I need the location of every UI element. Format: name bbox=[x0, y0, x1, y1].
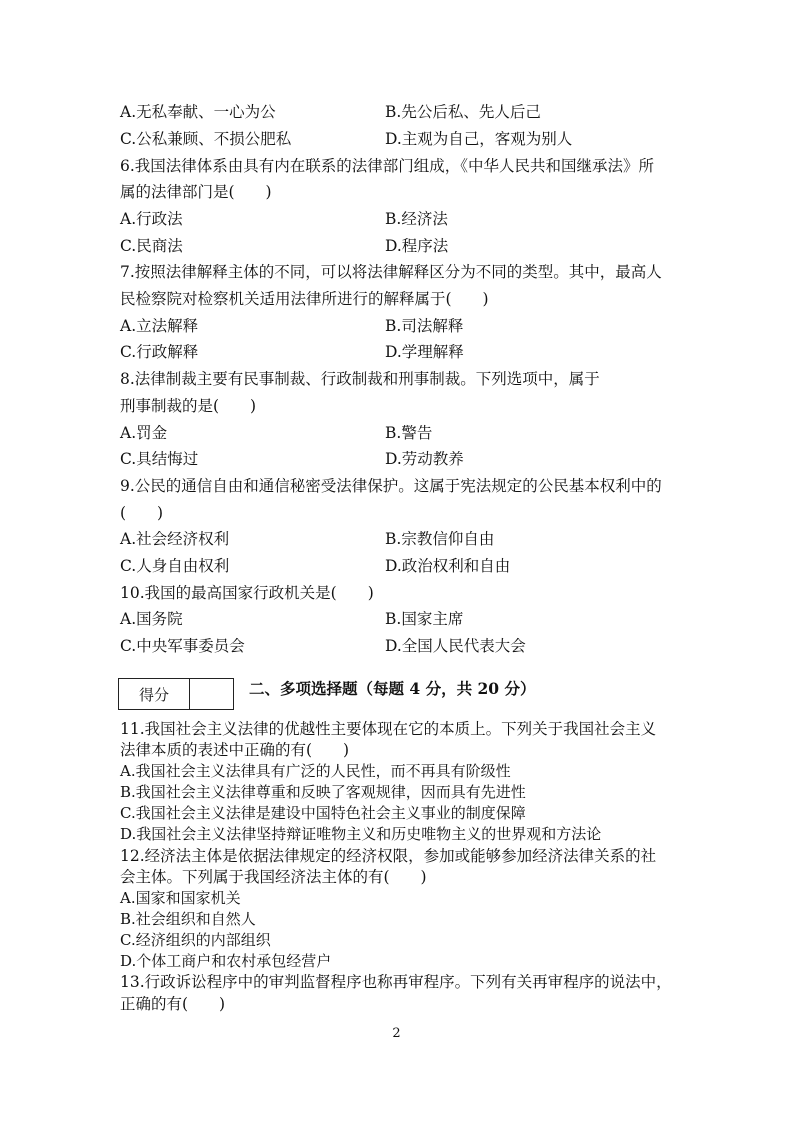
q5-options-row1 bbox=[120, 102, 680, 122]
q6-options-row1 bbox=[120, 209, 680, 229]
q6-stem-line1: 6.我国法律体系由具有内在联系的法律部门组成，《中华人民共和国继承法》所 bbox=[120, 157, 655, 175]
q10-option-b: B.国家主席 bbox=[385, 610, 464, 628]
q11-stem-line2: 法律本质的表述中正确的有( ) bbox=[120, 741, 350, 759]
q11-option-c: C.我国社会主义法律是建设中国特色社会主义事业的制度保障 bbox=[120, 804, 526, 822]
q9-option-c: C.人身自由权利 bbox=[120, 557, 230, 575]
q6-stem-line2: 属的法律部门是( ) bbox=[120, 183, 272, 201]
q10-options-row1 bbox=[120, 609, 680, 629]
q6-option-c: C.民商法 bbox=[120, 237, 183, 255]
q9-stem-line1: 9.公民的通信自由和通信秘密受法律保护。这属于宪法规定的公民基本权利中的 bbox=[120, 477, 662, 495]
score-blank bbox=[190, 679, 233, 709]
q7-option-c: C.行政解释 bbox=[120, 343, 199, 361]
q8-stem-line1: 8.法律制裁主要有民事制裁、行政制裁和刑事制裁。下列选项中，属于 bbox=[120, 370, 600, 388]
q5-options-row2 bbox=[120, 129, 680, 149]
q6-option-a: A.行政法 bbox=[120, 210, 183, 228]
q7-option-a: A.立法解释 bbox=[120, 317, 199, 335]
q11-option-b: B.我国社会主义法律尊重和反映了客观规律，因而具有先进性 bbox=[120, 783, 526, 801]
q13-stem-line2: 正确的有( ) bbox=[120, 995, 226, 1013]
q12-option-a: A.国家和国家机关 bbox=[120, 889, 241, 907]
q9-stem-line2: ( ) bbox=[120, 504, 164, 522]
q12-option-c: C.经济组织的内部组织 bbox=[120, 931, 271, 949]
q13-stem-line1: 13.行政诉讼程序中的审判监督程序也称再审程序。下列有关再审程序的说法中， bbox=[120, 973, 672, 991]
q7-stem-line2: 民检察院对检察机关适用法律所进行的解释属于( ) bbox=[120, 290, 489, 308]
q12-stem-line2: 会主体。下列属于我国经济法主体的有( ) bbox=[120, 868, 427, 886]
q10-stem-line1: 10.我国的最高国家行政机关是( ) bbox=[120, 584, 374, 602]
q9-options-row2 bbox=[120, 556, 680, 576]
q5-option-c: C.公私兼顾、不损公肥私 bbox=[120, 130, 292, 148]
q7-options-row1 bbox=[120, 316, 680, 336]
q10-option-a: A.国务院 bbox=[120, 610, 183, 628]
score-box bbox=[118, 678, 234, 710]
q7-option-b: B.司法解释 bbox=[385, 317, 464, 335]
q9-option-d: D.政治权利和自由 bbox=[385, 557, 511, 575]
q7-stem-line1: 7.按照法律解释主体的不同，可以将法律解释区分为不同的类型。其中，最高人 bbox=[120, 263, 662, 281]
q8-option-d: D.劳动教养 bbox=[385, 450, 464, 468]
q11-stem-line1: 11.我国社会主义法律的优越性主要体现在它的本质上。下列关于我国社会主义 bbox=[120, 720, 657, 738]
q10-option-d: D.全国人民代表大会 bbox=[385, 637, 526, 655]
q12-option-b: B.社会组织和自然人 bbox=[120, 910, 256, 928]
q6-option-d: D.程序法 bbox=[385, 237, 449, 255]
q6-option-b: B.经济法 bbox=[385, 210, 448, 228]
q10-option-c: C.中央军事委员会 bbox=[120, 637, 245, 655]
q12-option-d: D.个体工商户和农村承包经营户 bbox=[120, 952, 332, 970]
score-label: 得分 bbox=[119, 679, 190, 709]
q11-option-d: D.我国社会主义法律坚持辩证唯物主义和历史唯物主义的世界观和方法论 bbox=[120, 825, 602, 843]
q7-options-row2 bbox=[120, 342, 680, 362]
q10-options-row2 bbox=[120, 636, 680, 656]
q8-option-c: C.具结悔过 bbox=[120, 450, 199, 468]
q12-stem-line1: 12.经济法主体是依据法律规定的经济权限，参加或能够参加经济法律关系的社 bbox=[120, 847, 657, 865]
q5-option-a: A.无私奉献、一心为公 bbox=[120, 103, 276, 121]
q8-options-row1 bbox=[120, 423, 680, 443]
q9-option-a: A.社会经济权利 bbox=[120, 530, 230, 548]
page-number: 2 bbox=[392, 1026, 401, 1041]
q7-option-d: D.学理解释 bbox=[385, 343, 464, 361]
q8-option-a: A.罚金 bbox=[120, 424, 168, 442]
q5-option-b: B.先公后私、先人后己 bbox=[385, 103, 541, 121]
q8-option-b: B.警告 bbox=[385, 424, 433, 442]
q9-options-row1 bbox=[120, 529, 680, 549]
q8-options-row2 bbox=[120, 449, 680, 469]
q6-options-row2 bbox=[120, 236, 680, 256]
section-title: 二、多项选择题（每题 4 分，共 20 分） bbox=[249, 679, 536, 698]
q11-option-a: A.我国社会主义法律具有广泛的人民性，而不再具有阶级性 bbox=[120, 762, 511, 780]
q9-option-b: B.宗教信仰自由 bbox=[385, 530, 495, 548]
q8-stem-line2: 刑事制裁的是( ) bbox=[120, 397, 257, 415]
q5-option-d: D.主观为自己，客观为别人 bbox=[385, 130, 573, 148]
